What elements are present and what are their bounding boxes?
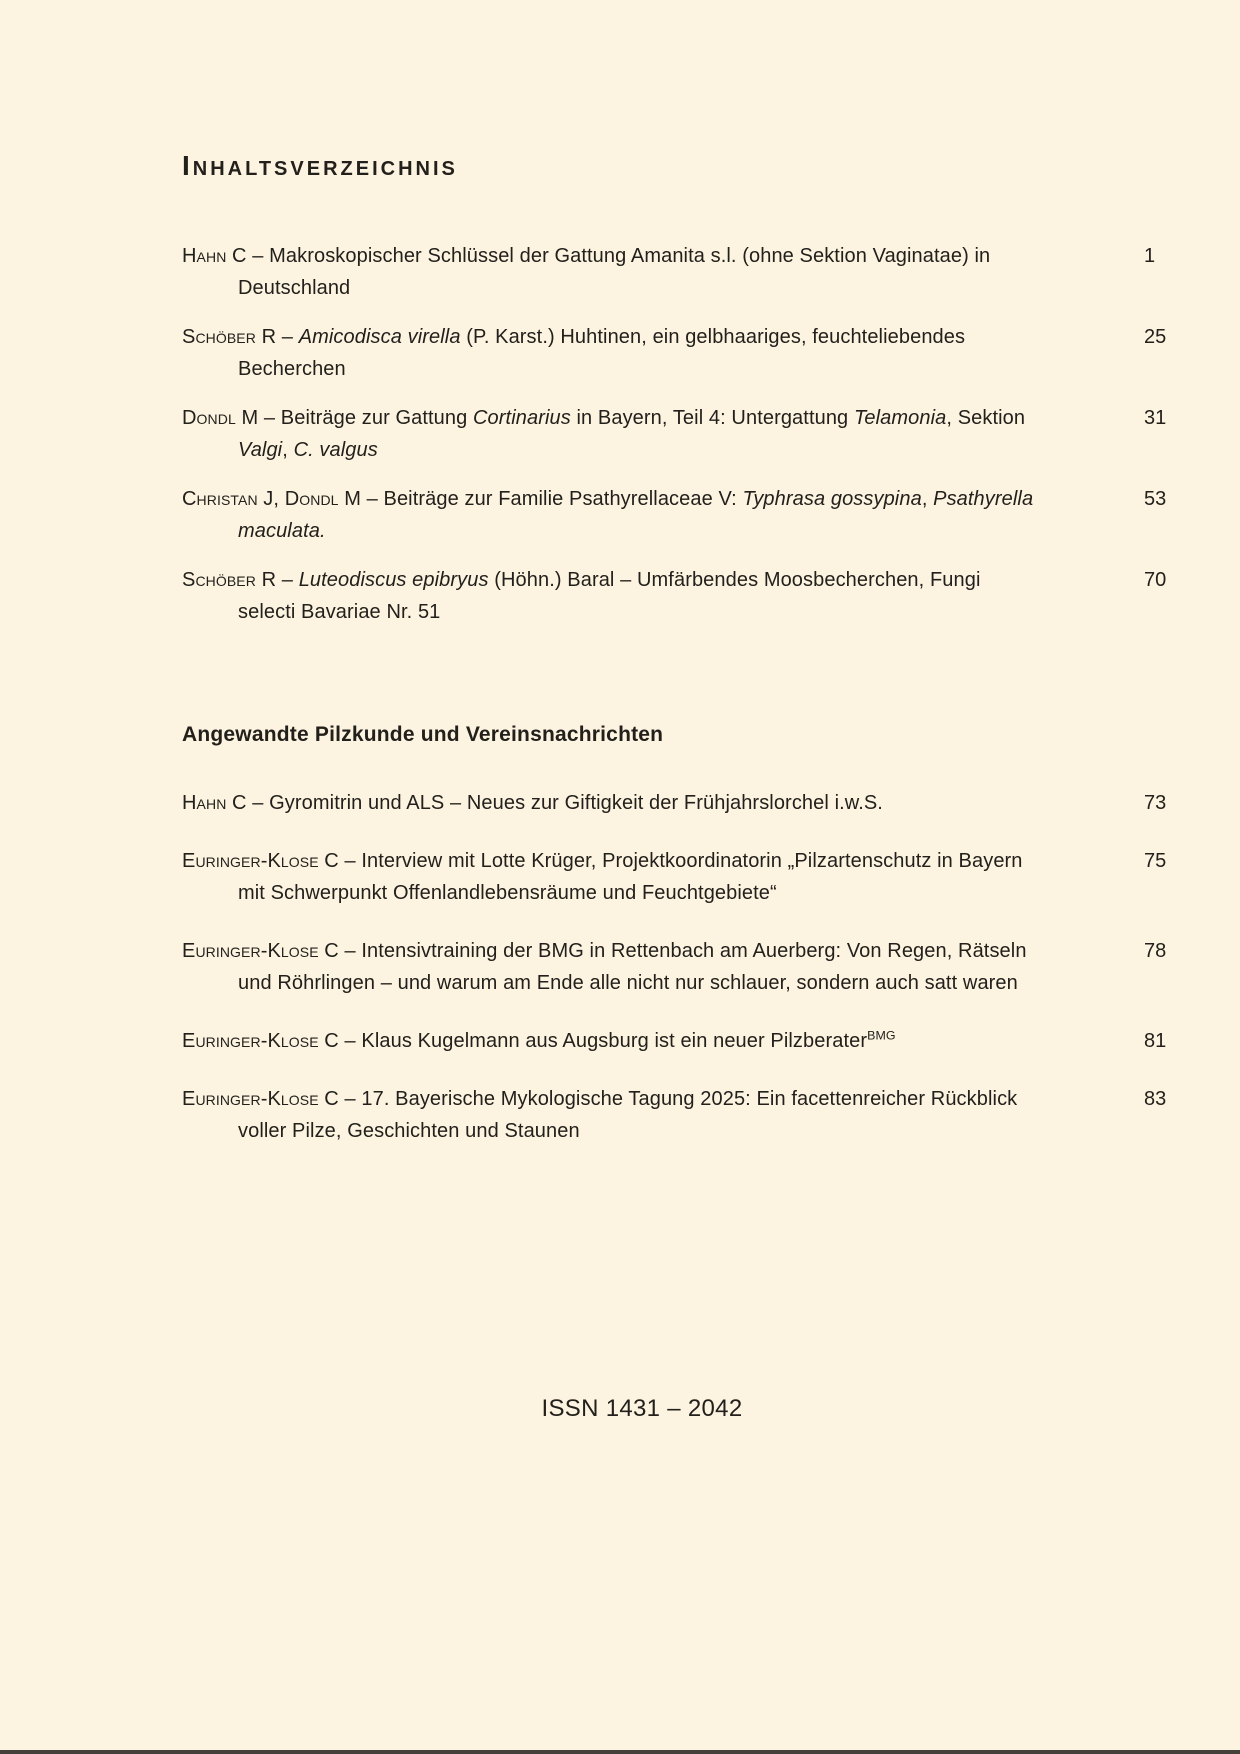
entry-title: Schöber R – Luteodiscus epibryus (Höhn.) Baral – Umfärbendes Moosbecherchen, Fungi selecti Bavariae Nr. 51 [182,569,981,623]
page-number: 81 [1144,1030,1167,1052]
entry-author: Euringer-Klose C [182,850,339,872]
page-number: 25 [1144,326,1167,348]
entry-title: Schöber R – Amicodisca virella (P. Karst.) Huhtinen, ein gelbhaariges, feuchteliebendes Becherchen [182,326,966,380]
section-heading: Angewandte Pilzkunde und Vereinsnachrichten [182,723,664,746]
page-number: 31 [1144,407,1167,429]
entry-author: Christan J, Dondl M [182,488,361,510]
entry-title: Euringer-Klose C – 17. Bayerische Mykologische Tagung 2025: Ein facettenreicher Rückblick voller Pilze, Geschichten und Staunen [182,1088,1018,1142]
toc [182,240,1240,1147]
entry-title: Hahn C – Gyromitrin und ALS – Neues zur Giftigkeit der Frühjahrslorchel i.w.S. [182,792,883,814]
entry-title: Euringer-Klose C – Klaus Kugelmann aus Augsburg ist ein neuer Pilzberater$^{BMG}$ [182,1028,896,1052]
toc-entry [182,1083,1240,1147]
entry-title: Dondl M – Beiträge zur Gattung Cortinarius in Bayern, Teil 4: Untergattung Telamonia, Sektion Valgi, C. valgus [182,407,1026,461]
page-number: 78 [1144,940,1167,962]
toc-entry [182,935,1240,999]
entry-title: Hahn C – Makroskopischer Schlüssel der Gattung Amanita s.l. (ohne Sektion Vaginatae) in Deutschland [182,245,991,299]
page-number: 75 [1144,850,1167,872]
page-number: 83 [1144,1088,1167,1110]
page-number: 70 [1144,569,1167,591]
toc-entry [182,483,1240,547]
page-bottom-edge [0,1750,1240,1754]
entry-author: Hahn C [182,792,247,814]
entry-author: Euringer-Klose C [182,1088,339,1110]
entry-author: Schöber R [182,569,277,591]
entry-author: Hahn C [182,245,247,267]
entry-title: Euringer-Klose C – Intensivtraining der BMG in Rettenbach am Auerberg: Von Regen, Rätseln und Röhrlingen – und warum am Ende alle nicht nur schlauer, sondern auch satt waren [182,940,1027,994]
page-number: 1 [1144,245,1156,267]
entry-author: Euringer-Klose C [182,940,339,962]
page-number: 53 [1144,488,1167,510]
toc-entry-list [182,787,1240,1147]
toc-entry [182,1025,1240,1057]
page-title: Inhaltsverzeichnis [182,150,458,181]
entry-author: Dondl M [182,407,259,429]
page-number: 73 [1144,792,1167,814]
toc-entry [182,402,1240,466]
issn-line: ISSN 1431 – 2042 [541,1395,743,1422]
toc-entry-list [182,240,1240,628]
toc-entry [182,240,1240,304]
entry-title: Euringer-Klose C – Interview mit Lotte Krüger, Projektkoordinatorin „Pilzartenschutz in Bayern mit Schwerpunkt Offenlandlebensräume und Feuchtgebiete“ [182,850,1023,904]
toc-entry [182,845,1240,909]
entry-author: Euringer-Klose C [182,1030,339,1052]
toc-entry [182,787,1240,819]
entry-author: Schöber R [182,326,277,348]
toc-entry [182,564,1240,628]
entry-title: Christan J, Dondl M – Beiträge zur Familie Psathyrellaceae V: Typhrasa gossypina, Psathyrella maculata. [182,488,1034,542]
toc-entry [182,321,1240,385]
